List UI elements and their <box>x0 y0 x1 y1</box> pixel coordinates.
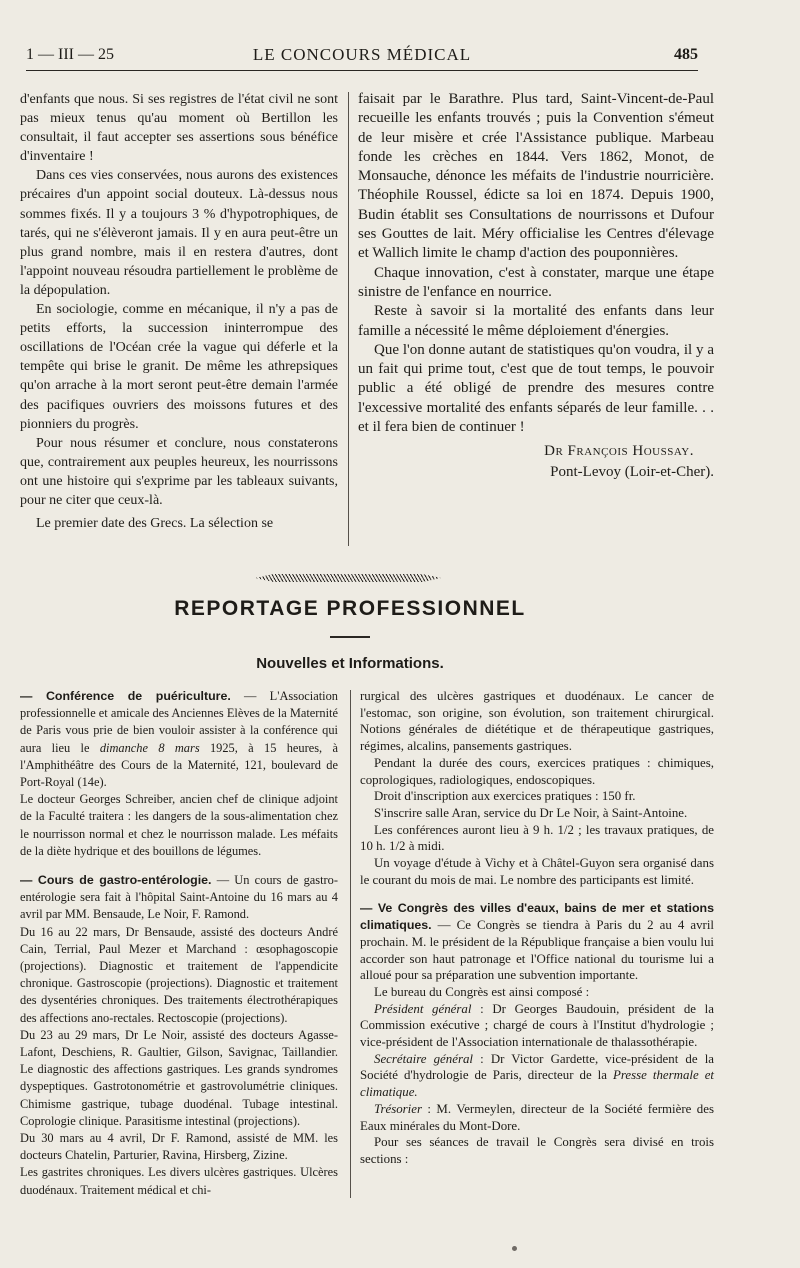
news-paragraph: Le bureau du Congrès est ainsi composé : <box>374 984 590 999</box>
news-text: — L'Association professionnelle et amicale des Anciennes Elèves de la Maternité de Paris vous prie de bien vouloir assister à la conférence qui aura lieu le <box>20 689 338 755</box>
column-rule <box>350 690 351 1198</box>
news-text: : Dr Georges Baudouin, président de la Commission exécutive ; chargé de cours à l'Institut d'hydrologie ; vice-président de l'Association internationale de thalassothérapie. <box>360 1001 714 1050</box>
role-label: Président général <box>374 1001 472 1016</box>
article-left-column <box>20 90 338 533</box>
subsection-title: Nouvelles et Informations. <box>256 655 444 672</box>
role-label: Trésorier <box>374 1101 422 1116</box>
news-text: — Un cours de gastro-entérologie sera fait à l'hôpital Saint-Antoine du 16 mars au 4 avril par MM. Bensaude, Le Noir, F. Ramond. <box>20 873 338 922</box>
journal-name: Presse thermale et climatique. <box>360 1068 714 1100</box>
title-underline <box>330 636 370 638</box>
news-paragraph: rurgical des ulcères gastriques et duodénaux. Le cancer de l'estomac, son origine, son évolution, son traitement chirurgical. Notions générales de diététique et de thérapeutique gastriques, régimes, alcalins, pansements gastriques. <box>360 689 714 754</box>
news-left-column <box>20 688 338 1199</box>
news-paragraph: Droit d'inscription aux exercices pratiques : 150 fr. <box>374 789 636 804</box>
news-date: dimanche 8 mars <box>99 740 200 755</box>
author-name: Dr François Houssay. <box>544 443 694 460</box>
article-paragraph: En sociologie, comme en mécanique, il n'y a pas de petits efforts, la succession ininterrompue des oscillations de l'Océan crée la vague qui déferle et la tempête qui brise le granit. De même les athrepsiques qu'on arrache à la mort seront peut-être demain l'armée des pacifiques ouvriers des moissons futures et des pionniers du progrès. <box>20 302 338 432</box>
article-right-column <box>358 90 714 483</box>
running-header <box>26 44 698 71</box>
news-paragraph: Un voyage d'étude à Vichy et à Châtel-Guyon sera organisé dans le courant du mois de mai. Le nombre des participants est limité. <box>360 856 714 887</box>
news-paragraph: Du 30 mars au 4 avril, Dr F. Ramond, assisté de MM. les docteurs Chatelin, Parturier, Ravina, Hirsberg, Zizine. <box>20 1131 338 1163</box>
news-text: : Dr Victor Gardette, vice-président de la Société d'hydrologie de Paris, directeur de la <box>360 1051 715 1083</box>
article-paragraph: faisait par le Barathre. Plus tard, Saint-Vincent-de-Paul recueille les enfants trouvés ; puis la Convention s'émeut de leur misère et crée l'Assistance publique. Marbeau fonde les crèches en 1844. Vers 1862, Monot, de Monsauche, dénonce les méfaits de l'industrie nourricière. Théophile Roussel, édicte sa loi en 1874. Depuis 1900, Budin établit ses Consultations de nourrissons et Dufour ses Gouttes de lait. Méry officialise les Centres d'élevage et Wallich limite le champ d'action des pouponnières. <box>358 91 714 262</box>
section-title: REPORTAGE PROFESSIONNEL <box>174 597 526 620</box>
news-paragraph <box>360 1051 714 1101</box>
news-paragraph: Pendant la durée des cours, exercices pratiques : chimiques, coprologiques, radiologiques, endoscopiques. <box>360 755 714 787</box>
article-paragraph: Que l'on donne autant de statistiques qu'on voudra, il y a un fait qui prime tout, c'est que de tout temps, le pouvoir public a été obligé de prendre des mesures contre l'excessive mortalité des enfants séparés de leur famille. . . et il fera bien de continuer ! <box>358 341 714 436</box>
news-text: — Ce Congrès se tiendra à Paris du 2 au 4 avril prochain. M. le président de la République française a bien voulu lui accorder son haut patronage et l'Office national du tourisme lui a alloué pour sa préparation une subvention importante. <box>360 918 714 983</box>
role-label: Secrétaire général <box>374 1051 473 1066</box>
article-paragraph: Reste à savoir si la mortalité des enfants dans leur famille a nécessité le même déploiement d'énergies. <box>358 303 714 339</box>
news-text: 1925, à 15 heures, à l'Amphithéâtre des Cours de la Maternité, 121, boulevard de Port-Royal (14e). <box>20 740 338 790</box>
news-paragraph: Les conférences auront lieu à 9 h. 1/2 ; les travaux pratiques, de 10 h. 1/2 à midi. <box>360 822 714 854</box>
news-paragraph: Les gastrites chroniques. Les divers ulcères gastriques. Ulcères duodénaux. Traitement médical et chi- <box>20 1165 338 1197</box>
page-number: 485 <box>674 46 698 63</box>
news-heading: — Conférence de puériculture. <box>20 689 231 703</box>
article-paragraph: Le premier date des Grecs. La sélection se <box>36 516 274 532</box>
news-paragraph <box>360 1001 714 1051</box>
column-rule <box>348 92 349 546</box>
article-paragraph: d'enfants que nous. Si ses registres de l'état civil ne sont pas mieux tenus qu'au moment où Bertillon les consultait, il faut accepter ses assertions sous bénéfice d'inventaire ! <box>20 92 338 165</box>
news-item <box>20 872 338 924</box>
news-text: : M. Vermeylen, directeur de la Société fermière des Eaux minérales du Mont-Dore. <box>360 1101 714 1133</box>
news-paragraph: Pour ses séances de travail le Congrès sera divisé en trois sections : <box>360 1135 714 1166</box>
header-date: 1 — III — 25 <box>26 46 114 63</box>
news-item <box>360 900 714 984</box>
news-paragraph: Du 23 au 29 mars, Dr Le Noir, assisté des docteurs Agasse-Lafont, Deschiens, R. Gaultier, Gilson, Savignac, Taillandier. Le diagnostic des affections gastriques. Les grands syndromes dyspeptiques. Gastrotonométrie et gastrovolumétrie cliniques. Chimisme gastrique, tubage duodénal. Tubage intestinal. Coprologie clinique. Parasitisme intestinal (projections). <box>20 1027 338 1128</box>
news-paragraph: S'inscrire salle Aran, service du Dr Le Noir, à Saint-Antoine. <box>374 805 688 820</box>
article-paragraph: Dans ces vies conservées, nous aurons des existences précaires d'un appoint social douteux. Là-dessus nous sommes fixés. Il y a toujours 3 % d'hypotrophiques, de tarés, qui ne s'élèveront jamais. Il y en aura peut-être un plus grand nombre, mais il en restera d'autres, dont l'appoint nouveau résoudra partiellement le problème de la dépopulation. <box>20 168 338 298</box>
author-place: Pont-Levoy (Loir-et-Cher). <box>550 464 714 481</box>
divider-ornament <box>255 574 441 582</box>
news-paragraph <box>360 1101 714 1134</box>
article-paragraph: Pour nous résumer et conclure, nous constaterons que, contrairement aux peuples heureux, les nourrissons ont une histoire qui s'exprime par les tableaux suivants, pour ne citer que ceux-là. <box>20 435 338 508</box>
ink-spot <box>512 1246 517 1251</box>
signature <box>358 441 714 483</box>
news-paragraph: Du 16 au 22 mars, Dr Bensaude, assisté des docteurs André Cain, Terrial, Paul Mezer et Marchand : œsophagoscopie (projections). Diagnostic et traitement de l'appendicite chronique. Gastroscopie (projections). Diagnostic et traitement des dysentéries chroniques. Des traitements électrothérapiques des affections ano-rectales. Rectoscopie (projections). <box>20 924 338 1025</box>
news-paragraph: Le docteur Georges Schreiber, ancien chef de clinique adjoint de la Faculté traitera : les dangers de la sous-alimentation chez le nourrisson normal et chez le nourrisson malade. Les méfaits de la diète hydrique et des bouillons de légumes. <box>20 792 338 858</box>
news-heading: — Cours de gastro-entérologie. <box>20 873 212 888</box>
article-paragraph: Chaque innovation, c'est à constater, marque une étape sinistre de l'enfance en nourrice. <box>358 264 714 300</box>
news-item <box>20 688 338 791</box>
news-heading: — Ve Congrès des villes d'eaux, bains de mer et stations climatiques. <box>360 901 714 933</box>
news-right-column <box>360 688 714 1168</box>
journal-title: LE CONCOURS MÉDICAL <box>252 45 472 64</box>
